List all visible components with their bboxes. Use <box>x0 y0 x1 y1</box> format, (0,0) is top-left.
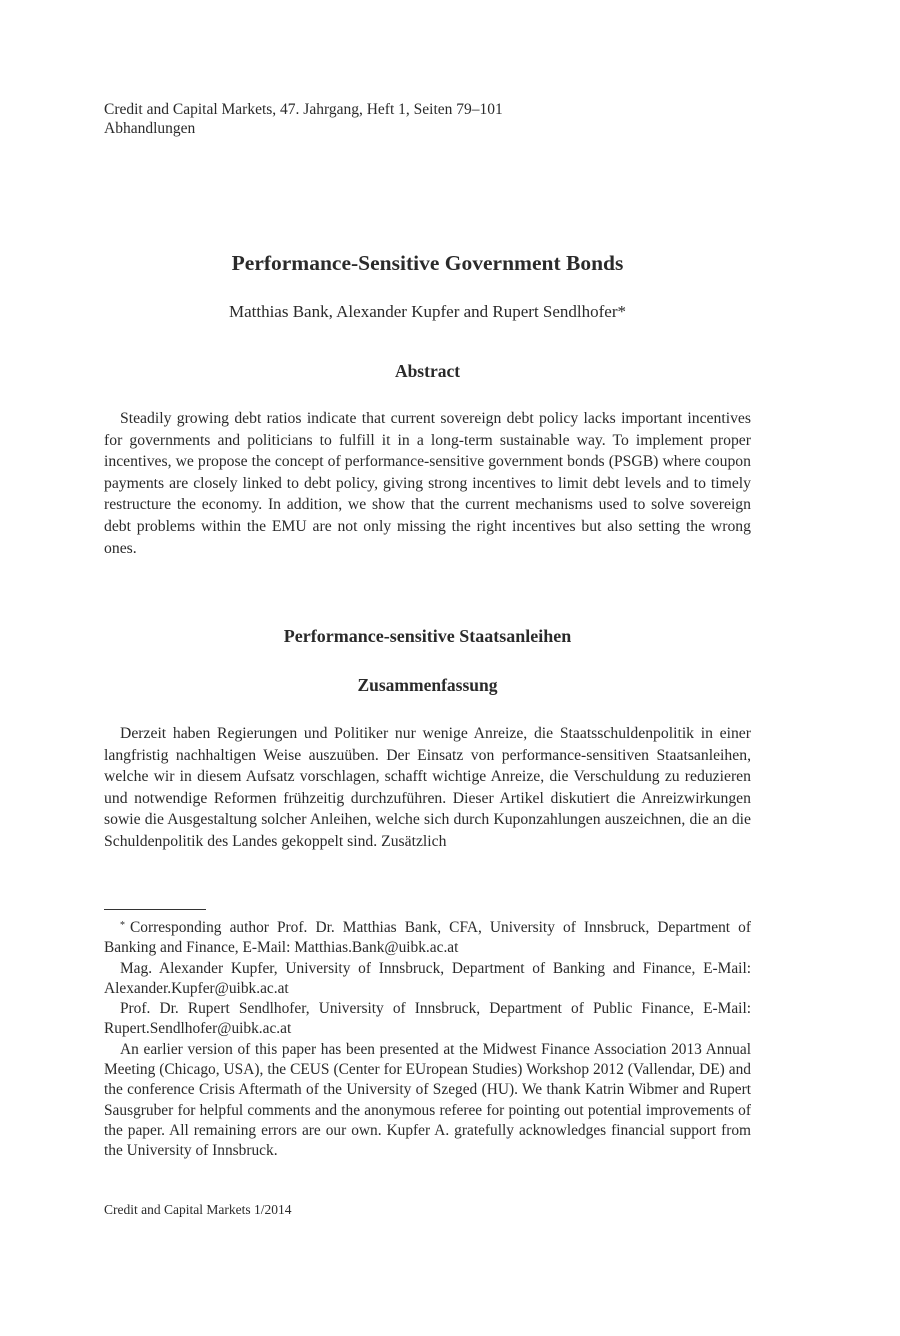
page-footer: Credit and Capital Markets 1/2014 <box>104 1202 292 1217</box>
author-list: Matthias Bank, Alexander Kupfer and Rupert Sendlhofer* <box>228 302 627 321</box>
footnote-corresponding-text: Corresponding author Prof. Dr. Matthias Bank, CFA, University of Innsbruck, Department of Banking and Finance, E-Mail: Matthias.Bank@uibk.ac.at <box>104 919 751 957</box>
abstract-text: Steadily growing debt ratios indicate that current sovereign debt policy lacks important incentives for governments and politicians to fulfill it in a long-term sustainable way. To implement proper incentives, we propose the concept of performance-sensitive government bonds (PSGB) where coupon payments are closely linked to debt policy, giving strong incentives to limit debt levels and to timely restructure the economy. In addition, we show that the current mechanisms used to solve sovereign debt problems within the EMU are not only missing the right incentives but also setting the wrong ones. <box>104 410 751 557</box>
footnote-sendlhofer: Prof. Dr. Rupert Sendlhofer, University of Innsbruck, Department of Public Finance, E-Mail: Rupert.Sendlhofer@uibk.ac.at <box>104 1000 751 1038</box>
running-head <box>104 100 503 138</box>
footnote-corresponding-author <box>104 918 751 959</box>
footnotes <box>104 918 751 1162</box>
zusammenfassung-text: Derzeit haben Regierungen und Politiker nur wenige Anreize, die Staatsschuldenpolitik in einer langfristig nachhaltigen Weise auszuüben. Der Einsatz von performance-sensitiven Staatsanleihen, welche wir in diesem Aufsatz vorschlagen, schafft wichtige Anreize, die Verschuldung zu reduzieren und notwendige Reformen frühzeitig durchzuführen. Dieser Artikel diskutiert die Anreizwirkungen sowie die Ausgestaltung solcher Anleihen, welche sich durch Kuponzahlungen auszeichnen, die an die Schuldenpolitik des Landes gekoppelt sind. Zusätzlich <box>104 725 751 850</box>
zusammenfassung-heading: Zusammenfassung <box>357 675 498 695</box>
footnote-divider <box>104 909 206 910</box>
abstract-heading: Abstract <box>394 361 461 381</box>
german-title: Performance-sensitive Staatsanleihen <box>283 626 572 646</box>
journal-citation: Credit and Capital Markets, 47. Jahrgang, Heft 1, Seiten 79–101 <box>104 101 503 118</box>
footnote-kupfer: Mag. Alexander Kupfer, University of Innsbruck, Department of Banking and Finance, E-Mail: Alexander.Kupfer@uibk.ac.at <box>104 959 751 997</box>
footnote-marker: * <box>120 920 125 931</box>
section-label: Abhandlungen <box>104 120 196 137</box>
paper-title: Performance-Sensitive Government Bonds <box>231 251 624 275</box>
footnote-acknowledgement: An earlier version of this paper has been presented at the Midwest Finance Association 2013 Annual Meeting (Chicago, USA), the CEUS (Center for EUropean Studies) Workshop 2012 (Vallendar, DE) and the conference Crisis Aftermath of the University of Szeged (HU). We thank Katrin Wibmer and Rupert Sausgruber for helpful comments and the anonymous referee for pointing out potential improvements of the paper. All remaining errors are our own. Kupfer A. gratefully acknowledges financial support from the University of Innsbruck. <box>104 1040 751 1160</box>
